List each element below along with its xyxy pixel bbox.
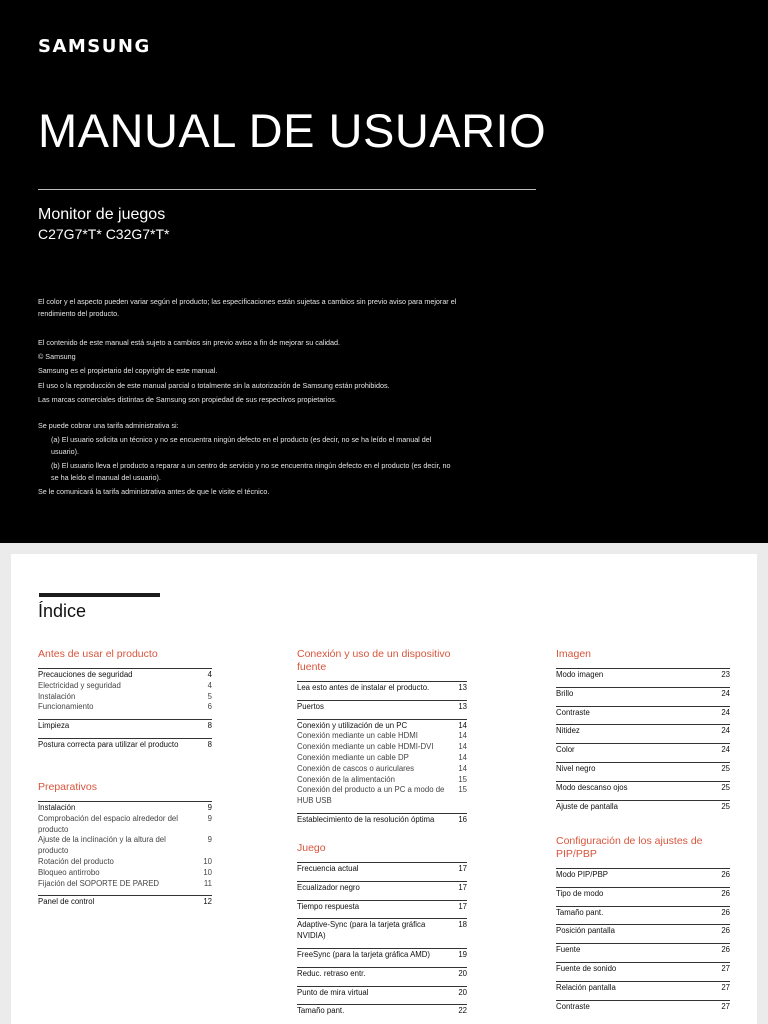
toc-entry-label: Limpieza bbox=[38, 721, 70, 731]
toc-group bbox=[556, 943, 730, 956]
toc-entry-label: Conexión de cascos o auriculares bbox=[297, 763, 415, 773]
toc-entry-page: 10 bbox=[203, 867, 212, 877]
notice-fee-info: Se le comunicará la tarifa administrativa antes de que le visite el técnico. bbox=[38, 487, 270, 496]
toc-section-image bbox=[556, 648, 730, 818]
toc-list bbox=[297, 862, 467, 1017]
toc-entry-label: Fijación del SOPORTE DE PARED bbox=[38, 878, 160, 888]
notice-fee-b: (b) El usuario lleva el producto a reparar a un centro de servicio y no se encuentra ningún defecto en el producto (es decir, no se ha leído el manual del usuario). bbox=[51, 461, 451, 482]
toc-entry-label: Conexión mediante un cable DP bbox=[297, 752, 409, 762]
toc-entry-label: Adaptive-Sync (para la tarjeta gráfica NVIDIA) bbox=[297, 920, 426, 941]
toc-group bbox=[556, 781, 730, 794]
toc-group bbox=[556, 800, 730, 813]
toc-entry[interactable] bbox=[297, 815, 467, 826]
toc-entry-label: Tamaño pant. bbox=[556, 907, 604, 917]
toc-entry[interactable] bbox=[556, 802, 730, 813]
toc-entry-page: 13 bbox=[458, 701, 467, 711]
notice-fee-intro: Se puede cobrar una tarifa administrativa si: bbox=[38, 421, 179, 430]
toc-group bbox=[38, 719, 212, 732]
toc-entry-label: Ecualizador negro bbox=[297, 882, 360, 892]
toc-entry-page: 26 bbox=[721, 888, 730, 898]
toc-entry[interactable] bbox=[38, 702, 212, 713]
toc-entry-page: 14 bbox=[458, 752, 467, 762]
toc-entry-label: Frecuencia actual bbox=[297, 864, 359, 873]
toc-entry[interactable] bbox=[38, 868, 212, 879]
toc-entry[interactable] bbox=[297, 702, 467, 713]
toc-group bbox=[297, 986, 467, 999]
toc-group bbox=[38, 668, 212, 713]
toc-entry[interactable] bbox=[38, 814, 212, 836]
toc-entry-label: Conexión y utilización de un PC bbox=[297, 720, 408, 730]
toc-group bbox=[297, 719, 467, 807]
toc-entry[interactable] bbox=[556, 689, 730, 700]
toc-entry-page: 6 bbox=[207, 702, 212, 712]
toc-group bbox=[556, 981, 730, 994]
toc-entry-label: Posición pantalla bbox=[556, 926, 615, 936]
section-title: Juego bbox=[297, 842, 326, 854]
toc-group bbox=[556, 724, 730, 737]
toc-entry-page: 5 bbox=[207, 691, 212, 701]
toc-group bbox=[556, 743, 730, 756]
toc-group bbox=[556, 762, 730, 775]
toc-group bbox=[556, 962, 730, 975]
product-name: Monitor de juegos bbox=[38, 206, 166, 223]
toc-entry-page: 15 bbox=[458, 774, 467, 784]
toc-entry[interactable] bbox=[38, 721, 212, 732]
toc-entry[interactable] bbox=[556, 745, 730, 756]
section-title: Conexión y uso de un dispositivo fuente bbox=[297, 648, 451, 673]
toc-group bbox=[556, 1000, 730, 1013]
toc-group bbox=[38, 738, 212, 751]
toc-entry-label: Precauciones de seguridad bbox=[38, 670, 133, 679]
toc-entry[interactable] bbox=[556, 870, 730, 881]
toc-entry-label: Modo imagen bbox=[556, 670, 604, 679]
toc-entry[interactable] bbox=[297, 775, 467, 786]
toc-entry[interactable] bbox=[297, 785, 467, 807]
notice-trademarks: Las marcas comerciales distintas de Samsung son propiedad de sus respectivos propietarios. bbox=[38, 395, 337, 404]
toc-entry[interactable] bbox=[556, 783, 730, 794]
notice-copyright-mark: © Samsung bbox=[38, 352, 76, 361]
toc-entry-label: Modo descanso ojos bbox=[556, 782, 628, 792]
toc-entry[interactable] bbox=[556, 1002, 730, 1013]
toc-entry-label: FreeSync (para la tarjeta gráfica AMD) bbox=[297, 949, 431, 959]
notice-reproduction: El uso o la reproducción de este manual parcial o totalmente sin la autorización de Samsung están prohibidos. bbox=[38, 381, 390, 390]
toc-accent-bar bbox=[39, 593, 160, 597]
toc-entry[interactable] bbox=[297, 753, 467, 764]
toc-entry-label: Contraste bbox=[556, 1001, 590, 1011]
toc-entry-page: 8 bbox=[207, 739, 212, 749]
toc-entry-label: Conexión de la alimentación bbox=[297, 774, 395, 784]
toc-group bbox=[556, 924, 730, 937]
toc-entry-page: 12 bbox=[203, 897, 212, 907]
toc-group bbox=[556, 706, 730, 719]
toc-entry-page: 18 bbox=[458, 920, 467, 930]
toc-entry-label: Nitidez bbox=[556, 726, 580, 736]
toc-entry[interactable] bbox=[38, 692, 212, 703]
toc-entry-page: 13 bbox=[458, 683, 467, 692]
toc-entry-label: Electricidad y seguridad bbox=[38, 680, 121, 690]
toc-entry-page: 9 bbox=[207, 803, 212, 812]
toc-entry-label: Tamaño pant. bbox=[297, 1006, 345, 1016]
toc-entry-label: Postura correcta para utilizar el producto bbox=[38, 739, 179, 749]
toc-group bbox=[556, 687, 730, 700]
model-numbers: C27G7*T* C32G7*T* bbox=[38, 226, 170, 242]
toc-group bbox=[297, 918, 467, 942]
toc-entry[interactable] bbox=[556, 945, 730, 956]
manual-title: MANUAL DE USUARIO bbox=[38, 104, 547, 157]
toc-entry[interactable] bbox=[297, 950, 467, 961]
toc-entry-page: 17 bbox=[458, 882, 467, 892]
toc-entry-label: Conexión mediante un cable HDMI-DVI bbox=[297, 742, 434, 752]
toc-entry[interactable] bbox=[38, 897, 212, 908]
toc-entry-page: 11 bbox=[203, 878, 212, 888]
toc-entry-label: Rotación del producto bbox=[38, 856, 114, 866]
toc-group bbox=[297, 700, 467, 713]
title-divider bbox=[38, 189, 536, 190]
toc-entry-page: 26 bbox=[721, 907, 730, 917]
toc-entry[interactable] bbox=[556, 764, 730, 775]
toc-entry-label: Punto de mira virtual bbox=[297, 987, 369, 997]
toc-entry[interactable] bbox=[38, 670, 212, 681]
toc-heading: Índice bbox=[38, 601, 87, 621]
toc-section-before-use bbox=[38, 648, 212, 757]
toc-entry[interactable] bbox=[556, 670, 730, 681]
toc-entry[interactable] bbox=[38, 740, 212, 751]
toc-entry[interactable] bbox=[556, 983, 730, 994]
toc-section-preparations bbox=[38, 781, 212, 914]
toc-entry[interactable] bbox=[297, 864, 467, 875]
toc-entry-label: Contraste bbox=[556, 707, 590, 717]
toc-entry-label: Bloqueo antirrobo bbox=[38, 867, 100, 877]
toc-entry-label: Tiempo respuesta bbox=[297, 901, 360, 911]
section-title: Configuración de los ajustes de PIP/PBP bbox=[556, 835, 703, 860]
toc-entry[interactable] bbox=[297, 988, 467, 999]
toc-entry-label: Comprobación del espacio alrededor del producto bbox=[38, 813, 178, 834]
toc-entry-page: 24 bbox=[721, 726, 730, 736]
toc-entry-label: Funcionamiento bbox=[38, 702, 94, 712]
toc-entry[interactable] bbox=[297, 969, 467, 980]
section-title: Antes de usar el producto bbox=[38, 648, 158, 660]
toc-group bbox=[556, 906, 730, 919]
toc-entry-page: 22 bbox=[458, 1006, 467, 1016]
toc-entry[interactable] bbox=[38, 857, 212, 868]
toc-entry-label: Lea esto antes de instalar el producto. bbox=[297, 683, 430, 692]
toc-list bbox=[556, 868, 730, 1012]
toc-entry-label: Color bbox=[556, 745, 575, 755]
toc-entry-page: 8 bbox=[207, 721, 212, 731]
toc-entry-page: 19 bbox=[458, 949, 467, 959]
toc-entry-page: 25 bbox=[721, 801, 730, 811]
toc-entry[interactable] bbox=[556, 926, 730, 937]
toc-entry-page: 14 bbox=[458, 742, 467, 752]
toc-entry[interactable] bbox=[38, 681, 212, 692]
toc-group bbox=[297, 948, 467, 961]
toc-entry-page: 26 bbox=[721, 945, 730, 955]
toc-entry-page: 4 bbox=[207, 670, 212, 679]
toc-entry[interactable] bbox=[297, 683, 467, 694]
toc-entry-page: 24 bbox=[721, 707, 730, 717]
toc-entry-label: Modo PIP/PBP bbox=[556, 870, 609, 879]
toc-group bbox=[38, 895, 212, 908]
toc-entry-label: Tipo de modo bbox=[556, 888, 604, 898]
notice-content-change: El contenido de este manual está sujeto a cambios sin previo aviso a fin de mejorar su calidad. bbox=[38, 338, 341, 347]
toc-entry-page: 24 bbox=[721, 688, 730, 698]
toc-entry-page: 4 bbox=[207, 680, 212, 690]
toc-entry-page: 10 bbox=[203, 856, 212, 866]
toc-entry[interactable] bbox=[297, 764, 467, 775]
toc-entry-label: Relación pantalla bbox=[556, 982, 616, 992]
toc-entry-page: 27 bbox=[721, 963, 730, 973]
toc-entry-label: Instalación bbox=[38, 691, 76, 701]
samsung-logo: SAMSUNG bbox=[38, 36, 151, 57]
toc-entry-label: Conexión del producto a un PC a modo de HUB USB bbox=[297, 785, 445, 806]
toc-entry-page: 26 bbox=[721, 926, 730, 936]
toc-section-game bbox=[297, 842, 467, 1023]
toc-entry-page: 27 bbox=[721, 982, 730, 992]
toc-entry[interactable] bbox=[38, 835, 212, 857]
toc-group bbox=[297, 862, 467, 875]
toc-entry-label: Nivel negro bbox=[556, 763, 596, 773]
toc-entry[interactable] bbox=[556, 726, 730, 737]
section-title: Imagen bbox=[556, 648, 592, 660]
toc-entry[interactable] bbox=[297, 920, 467, 942]
toc-entry-label: Panel de control bbox=[38, 897, 95, 907]
toc-entry-page: 14 bbox=[458, 720, 467, 730]
toc-group bbox=[297, 681, 467, 694]
toc-entry[interactable] bbox=[556, 908, 730, 919]
toc-section-pip-pbp bbox=[556, 835, 730, 1018]
toc-entry[interactable] bbox=[556, 708, 730, 719]
toc-entry-label: Reduc. retraso entr. bbox=[297, 968, 366, 978]
toc-entry-page: 25 bbox=[721, 782, 730, 792]
toc-entry-label: Ajuste de la inclinación y la altura del producto bbox=[38, 835, 166, 856]
toc-entry-page: 23 bbox=[721, 670, 730, 679]
notice-variation: El color y el aspecto pueden variar según el producto; las especificaciones están sujetas a cambios sin previo aviso para mejorar el rendimiento del producto. bbox=[38, 297, 457, 318]
toc-entry-label: Instalación bbox=[38, 803, 76, 812]
toc-entry[interactable] bbox=[556, 964, 730, 975]
notice-copyright-owner: Samsung es el propietario del copyright de este manual. bbox=[38, 366, 218, 375]
notice-fee-a: (a) El usuario solicita un técnico y no se encuentra ningún defecto en el producto (es decir, no se ha leído el manual del usuario). bbox=[51, 435, 432, 456]
toc-entry-label: Fuente bbox=[556, 945, 581, 955]
toc-group bbox=[297, 900, 467, 913]
toc-entry-label: Conexión mediante un cable HDMI bbox=[297, 731, 418, 741]
toc-group bbox=[556, 868, 730, 881]
toc-group bbox=[297, 813, 467, 826]
toc-group bbox=[297, 1004, 467, 1017]
toc-entry-label: Ajuste de pantalla bbox=[556, 801, 618, 811]
toc-entry[interactable] bbox=[297, 721, 467, 732]
toc-entry-page: 14 bbox=[458, 731, 467, 741]
toc-entry-page: 14 bbox=[458, 763, 467, 773]
toc-entry[interactable] bbox=[556, 889, 730, 900]
toc-entry-page: 9 bbox=[207, 813, 212, 823]
toc-group bbox=[297, 881, 467, 894]
toc-entry[interactable] bbox=[38, 879, 212, 890]
toc-entry[interactable] bbox=[38, 803, 212, 814]
toc-entry[interactable] bbox=[297, 742, 467, 753]
toc-entry-page: 20 bbox=[458, 968, 467, 978]
toc-entry-page: 20 bbox=[458, 987, 467, 997]
toc-entry-page: 9 bbox=[207, 835, 212, 845]
toc-entry[interactable] bbox=[297, 731, 467, 742]
toc-group bbox=[556, 668, 730, 681]
toc-entry-page: 17 bbox=[458, 864, 467, 873]
toc-entry-page: 26 bbox=[721, 870, 730, 879]
toc-entry[interactable] bbox=[297, 902, 467, 913]
toc-entry[interactable] bbox=[297, 1006, 467, 1017]
toc-entry-page: 27 bbox=[721, 1001, 730, 1011]
toc-entry-label: Puertos bbox=[297, 701, 324, 711]
section-title: Preparativos bbox=[38, 781, 97, 793]
toc-entry[interactable] bbox=[297, 883, 467, 894]
toc-list bbox=[556, 668, 730, 812]
toc-entry-page: 17 bbox=[458, 901, 467, 911]
toc-group bbox=[38, 801, 212, 889]
toc-group bbox=[297, 967, 467, 980]
toc-entry-page: 24 bbox=[721, 745, 730, 755]
toc-group bbox=[556, 887, 730, 900]
toc-entry-label: Brillo bbox=[556, 688, 574, 698]
toc-section-connection bbox=[297, 648, 467, 832]
toc-entry-page: 16 bbox=[458, 814, 467, 824]
toc-entry-label: Fuente de sonido bbox=[556, 963, 617, 973]
toc-entry-label: Establecimiento de la resolución óptima bbox=[297, 814, 435, 824]
toc-entry-page: 25 bbox=[721, 763, 730, 773]
toc-entry-page: 15 bbox=[458, 785, 467, 795]
